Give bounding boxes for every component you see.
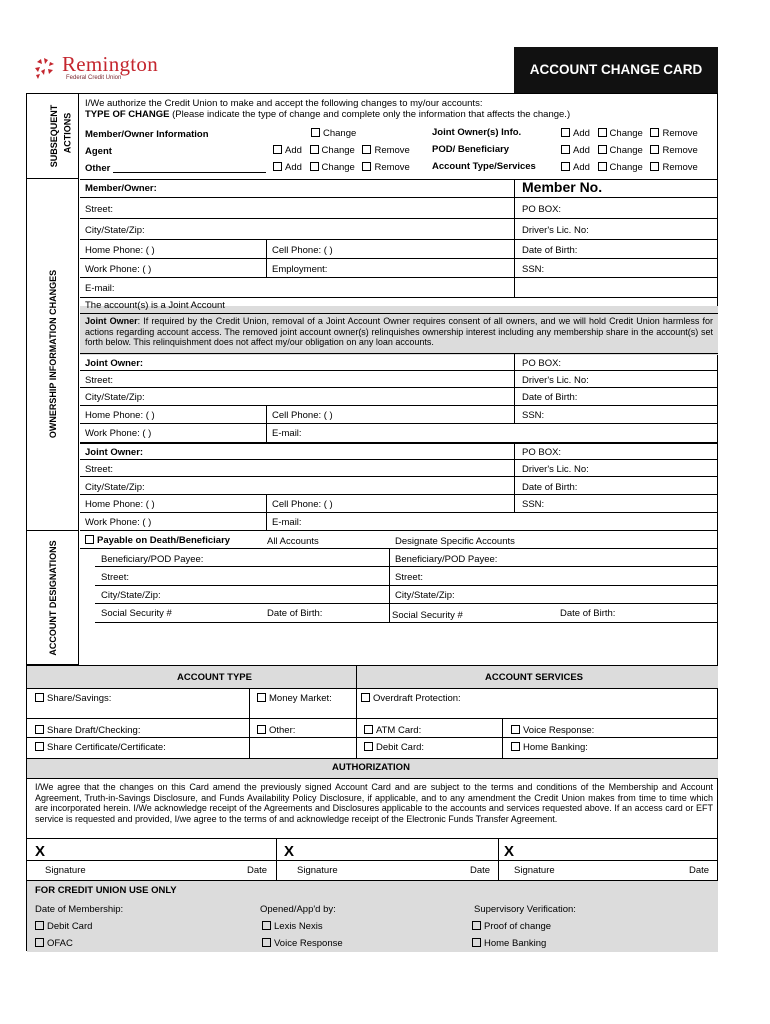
other-options bbox=[273, 162, 410, 173]
other-line bbox=[113, 172, 266, 173]
home-banking-option[interactable] bbox=[511, 742, 588, 753]
joint-2-email[interactable]: E-mail: bbox=[272, 517, 302, 528]
member-owner-label: Member/Owner: bbox=[85, 183, 157, 194]
member-employment[interactable]: Employment: bbox=[272, 264, 328, 275]
payee-1-street[interactable]: Street: bbox=[101, 572, 129, 583]
joint-1-email[interactable]: E-mail: bbox=[272, 428, 302, 439]
joint-2-dob[interactable]: Date of Birth: bbox=[522, 482, 578, 493]
joint-owner-1-label: Joint Owner: bbox=[85, 358, 144, 369]
payee-1-dob[interactable]: Date of Birth: bbox=[267, 608, 323, 619]
acct-add-checkbox[interactable] bbox=[561, 162, 570, 171]
signature-3-label[interactable]: Signature bbox=[514, 865, 555, 876]
pod-add-checkbox[interactable] bbox=[561, 145, 570, 154]
pod-option[interactable] bbox=[85, 535, 230, 546]
voice-response-label: Voice Response: bbox=[523, 725, 595, 736]
add-label: Add bbox=[285, 145, 302, 156]
joint-2-drivers[interactable]: Driver's Lic. No: bbox=[522, 464, 589, 475]
change-label: Change bbox=[609, 128, 643, 139]
logo-star-icon bbox=[32, 56, 60, 80]
add-label: Add bbox=[573, 128, 590, 139]
joint-1-work-phone[interactable]: Work Phone: ( ) bbox=[85, 428, 152, 439]
pod-remove-checkbox[interactable] bbox=[650, 145, 659, 154]
change-label: Change bbox=[609, 162, 643, 173]
cu-proof-of-change[interactable] bbox=[472, 921, 551, 932]
designate-specific-option[interactable]: Designate Specific Accounts bbox=[395, 536, 515, 547]
date-1-label[interactable]: Date bbox=[247, 865, 268, 876]
pod-options bbox=[561, 145, 698, 156]
debit-card-option[interactable] bbox=[364, 742, 424, 753]
member-work-phone[interactable]: Work Phone: ( ) bbox=[85, 264, 152, 275]
joint-1-ssn[interactable]: SSN: bbox=[522, 410, 545, 421]
member-street[interactable]: Street: bbox=[85, 204, 113, 215]
member-po-box[interactable]: PO BOX: bbox=[522, 204, 562, 215]
joint-2-work-phone[interactable]: Work Phone: ( ) bbox=[85, 517, 152, 528]
overdraft-checkbox[interactable] bbox=[361, 693, 370, 702]
section-label-designations: ACCOUNT DESIGNATIONS bbox=[48, 540, 58, 656]
pod-checkbox[interactable] bbox=[85, 535, 94, 544]
overdraft-label: Overdraft Protection: bbox=[373, 693, 461, 704]
account-type-header: ACCOUNT TYPE bbox=[177, 672, 252, 683]
supervisory-verification[interactable]: Supervisory Verification: bbox=[474, 904, 576, 915]
account-type-header-bg bbox=[27, 665, 718, 688]
share-draft-label: Share Draft/Checking: bbox=[47, 725, 141, 736]
atm-card-option[interactable] bbox=[364, 725, 421, 736]
share-savings-label: Share/Savings: bbox=[47, 693, 112, 704]
signature-x-2: X bbox=[284, 843, 295, 860]
joint-owner-paragraph bbox=[85, 316, 713, 348]
other-type-option[interactable] bbox=[257, 725, 295, 736]
joint-2-cell-phone[interactable]: Cell Phone: ( ) bbox=[272, 499, 333, 510]
joint-info-label: Joint Owner(s) Info. bbox=[432, 127, 522, 138]
acct-type-options bbox=[561, 162, 698, 173]
money-market-option[interactable] bbox=[257, 693, 332, 704]
joint-account-notice: The account(s) is a Joint Account bbox=[85, 300, 225, 311]
certificate-label: Share Certificate/Certificate: bbox=[47, 742, 166, 753]
joint-add-checkbox[interactable] bbox=[561, 128, 570, 137]
remove-label: Remove bbox=[374, 145, 410, 156]
member-home-phone[interactable]: Home Phone: ( ) bbox=[85, 245, 155, 256]
agent-change-checkbox[interactable] bbox=[310, 145, 319, 154]
atm-card-label: ATM Card: bbox=[376, 725, 422, 736]
cu-ofac[interactable] bbox=[35, 938, 73, 949]
cu-lexis-label: Lexis Nexis bbox=[274, 921, 323, 932]
section-label-ownership: OWNERSHIP INFORMATION CHANGES bbox=[48, 269, 58, 439]
member-no-label: Member No. bbox=[522, 179, 603, 195]
signature-2-label[interactable]: Signature bbox=[297, 865, 338, 876]
joint-1-cell-phone[interactable]: Cell Phone: ( ) bbox=[272, 410, 333, 421]
member-info-label: Member/Owner Information bbox=[85, 129, 209, 140]
agent-label: Agent bbox=[85, 146, 112, 157]
date-3-label[interactable]: Date bbox=[689, 865, 710, 876]
remove-label: Remove bbox=[662, 128, 698, 139]
joint-1-city[interactable]: City/State/Zip: bbox=[85, 392, 145, 403]
share-draft-option[interactable] bbox=[35, 725, 140, 736]
joint-1-po-box[interactable]: PO BOX: bbox=[522, 358, 562, 369]
pod-option-label: Payable on Death/Beneficiary bbox=[97, 535, 231, 546]
joint-2-city[interactable]: City/State/Zip: bbox=[85, 482, 145, 493]
pod-change-checkbox[interactable] bbox=[598, 145, 607, 154]
payee-2-street[interactable]: Street: bbox=[395, 572, 423, 583]
date-of-membership[interactable]: Date of Membership: bbox=[35, 904, 124, 915]
overdraft-option[interactable] bbox=[361, 693, 461, 704]
ownership-section bbox=[27, 179, 79, 531]
payee-2-dob[interactable]: Date of Birth: bbox=[560, 608, 616, 619]
joint-2-home-phone[interactable]: Home Phone: ( ) bbox=[85, 499, 155, 510]
cu-use-header: FOR CREDIT UNION USE ONLY bbox=[35, 885, 177, 896]
cu-lexis-nexis[interactable] bbox=[262, 921, 323, 932]
cu-home-banking-label: Home Banking bbox=[484, 938, 547, 949]
form-title: ACCOUNT CHANGE CARD bbox=[514, 47, 718, 93]
payee-1-ssn[interactable]: Social Security # bbox=[101, 608, 172, 619]
designations-section bbox=[27, 531, 79, 665]
cu-debit-checkbox[interactable] bbox=[35, 921, 44, 930]
joint-1-dob[interactable]: Date of Birth: bbox=[522, 392, 578, 403]
account-change-form bbox=[26, 93, 718, 951]
other-label: Other bbox=[85, 163, 111, 174]
joint-1-street[interactable]: Street: bbox=[85, 375, 113, 386]
change-label: Change bbox=[323, 128, 357, 139]
atm-card-checkbox[interactable] bbox=[364, 725, 373, 734]
share-savings-option[interactable] bbox=[35, 693, 111, 704]
joint-remove-checkbox[interactable] bbox=[650, 128, 659, 137]
other-add-checkbox[interactable] bbox=[273, 162, 282, 171]
cu-home-banking[interactable] bbox=[472, 938, 546, 949]
cu-debit-card[interactable] bbox=[35, 921, 92, 932]
member-info-change[interactable] bbox=[311, 128, 356, 139]
acct-change-checkbox[interactable] bbox=[598, 162, 607, 171]
member-city[interactable]: City/State/Zip: bbox=[85, 225, 145, 236]
add-label: Add bbox=[573, 162, 590, 173]
type-of-change-instructions: (Please indicate the type of change and complete only the information that affects the change.) bbox=[172, 109, 571, 120]
other-type-checkbox[interactable] bbox=[257, 725, 266, 734]
section-label-subsequent: SUBSEQUENT bbox=[49, 104, 59, 168]
payee-2-ssn[interactable]: Social Security # bbox=[392, 610, 463, 621]
voice-response-option[interactable] bbox=[511, 725, 594, 736]
date-2-label[interactable]: Date bbox=[470, 865, 491, 876]
member-drivers-lic[interactable]: Driver's Lic. No: bbox=[522, 225, 589, 236]
cu-debit-label: Debit Card bbox=[47, 921, 93, 932]
add-label: Add bbox=[285, 162, 302, 173]
logo-name: Remington bbox=[62, 52, 159, 76]
member-dob[interactable]: Date of Birth: bbox=[522, 245, 578, 256]
authorize-intro: I/We authorize the Credit Union to make and accept the following changes to my/our accounts: bbox=[85, 98, 483, 109]
joint-owner-bold: Joint Owner bbox=[85, 316, 138, 326]
home-banking-checkbox[interactable] bbox=[511, 742, 520, 751]
cu-proof-label: Proof of change bbox=[484, 921, 552, 932]
logo-subtitle: Federal Credit Union bbox=[66, 75, 122, 81]
voice-response-checkbox[interactable] bbox=[511, 725, 520, 734]
member-ssn[interactable]: SSN: bbox=[522, 264, 545, 275]
joint-change-checkbox[interactable] bbox=[598, 128, 607, 137]
cu-voice-checkbox[interactable] bbox=[262, 938, 271, 947]
agent-options bbox=[273, 145, 410, 156]
change-label: Change bbox=[609, 145, 643, 156]
joint-options bbox=[561, 128, 698, 139]
authorization-header: AUTHORIZATION bbox=[332, 762, 410, 773]
signature-x-1: X bbox=[35, 843, 46, 860]
member-email[interactable]: E-mail: bbox=[85, 283, 115, 294]
agent-remove-checkbox[interactable] bbox=[362, 145, 371, 154]
other-type-label: Other: bbox=[269, 725, 296, 736]
authorization-text: I/We agree that the changes on this Card amend the previously signed Account Card and are subject to the terms and conditions of the Membership and Account Agreement, Truth-in-Savings Disclosure, and Funds Availability Policy Disclosure, if applicable, and to any amendment the Credit Union makes from time to time which are incorporated herein. I/We acknowledge receipt of the Agreements and Disclosures applicable to the accounts and services requested above. If an access card or EFT service is requested and provided, I/we agree to the terms of and acknowledge receipt of the Electronic Funds Transfer Agreement. bbox=[35, 782, 713, 824]
joint-owner-2-label: Joint Owner: bbox=[85, 447, 144, 458]
agent-add-checkbox[interactable] bbox=[273, 145, 282, 154]
joint-2-street[interactable]: Street: bbox=[85, 464, 113, 475]
payee-2-city[interactable]: City/State/Zip: bbox=[395, 590, 455, 601]
change-label: Change bbox=[321, 162, 355, 173]
joint-2-po-box[interactable]: PO BOX: bbox=[522, 447, 562, 458]
signature-x-3: X bbox=[504, 843, 515, 860]
section-label-actions: ACTIONS bbox=[62, 112, 73, 154]
cu-home-banking-checkbox[interactable] bbox=[472, 938, 481, 947]
cu-voice-response[interactable] bbox=[262, 938, 343, 949]
cu-proof-checkbox[interactable] bbox=[472, 921, 481, 930]
acct-remove-checkbox[interactable] bbox=[650, 162, 659, 171]
remove-label: Remove bbox=[662, 162, 698, 173]
all-accounts-option[interactable]: All Accounts bbox=[267, 536, 319, 547]
other-change-checkbox[interactable] bbox=[310, 162, 319, 171]
credit-union-logo bbox=[32, 52, 182, 86]
certificate-checkbox[interactable] bbox=[35, 742, 44, 751]
debit-card-checkbox[interactable] bbox=[364, 742, 373, 751]
account-type-services-label: Account Type/Services bbox=[432, 161, 536, 172]
pod-label: POD/ Beneficiary bbox=[432, 144, 510, 155]
debit-card-label: Debit Card: bbox=[376, 742, 425, 753]
payee-1[interactable]: Beneficiary/POD Payee: bbox=[101, 554, 204, 565]
payee-1-city[interactable]: City/State/Zip: bbox=[101, 590, 161, 601]
change-label: Change bbox=[321, 145, 355, 156]
joint-owner-text: : If required by the Credit Union, removal of a Joint Account Owner requires consent of all owners, and we will hold Credit Union harmless for actions regarding account access. The removed joint account owner(s) relinquishes ownership interest including any membership share in the account(s) set forth below. This relinquishment does not affect my/our obligation on any loan accounts. bbox=[85, 316, 713, 347]
add-label: Add bbox=[573, 145, 590, 156]
cu-voice-label: Voice Response bbox=[274, 938, 343, 949]
remove-label: Remove bbox=[662, 145, 698, 156]
payee-2[interactable]: Beneficiary/POD Payee: bbox=[395, 554, 498, 565]
opened-by[interactable]: Opened/App'd by: bbox=[260, 904, 336, 915]
home-banking-label: Home Banking: bbox=[523, 742, 588, 753]
account-services-header: ACCOUNT SERVICES bbox=[485, 672, 584, 683]
certificate-option[interactable] bbox=[35, 742, 166, 753]
joint-1-drivers[interactable]: Driver's Lic. No: bbox=[522, 375, 589, 386]
remove-label: Remove bbox=[374, 162, 410, 173]
cu-ofac-label: OFAC bbox=[47, 938, 73, 949]
signature-1-label[interactable]: Signature bbox=[45, 865, 86, 876]
joint-2-ssn[interactable]: SSN: bbox=[522, 499, 545, 510]
cu-lexis-checkbox[interactable] bbox=[262, 921, 271, 930]
other-remove-checkbox[interactable] bbox=[362, 162, 371, 171]
share-draft-checkbox[interactable] bbox=[35, 725, 44, 734]
money-market-checkbox[interactable] bbox=[257, 693, 266, 702]
money-market-label: Money Market: bbox=[269, 693, 332, 704]
member-cell-phone[interactable]: Cell Phone: ( ) bbox=[272, 245, 333, 256]
type-of-change-label: TYPE OF CHANGE bbox=[85, 109, 170, 120]
cu-ofac-checkbox[interactable] bbox=[35, 938, 44, 947]
joint-1-home-phone[interactable]: Home Phone: ( ) bbox=[85, 410, 155, 421]
share-savings-checkbox[interactable] bbox=[35, 693, 44, 702]
member-change-checkbox[interactable] bbox=[311, 128, 320, 137]
type-of-change-line bbox=[85, 109, 570, 120]
